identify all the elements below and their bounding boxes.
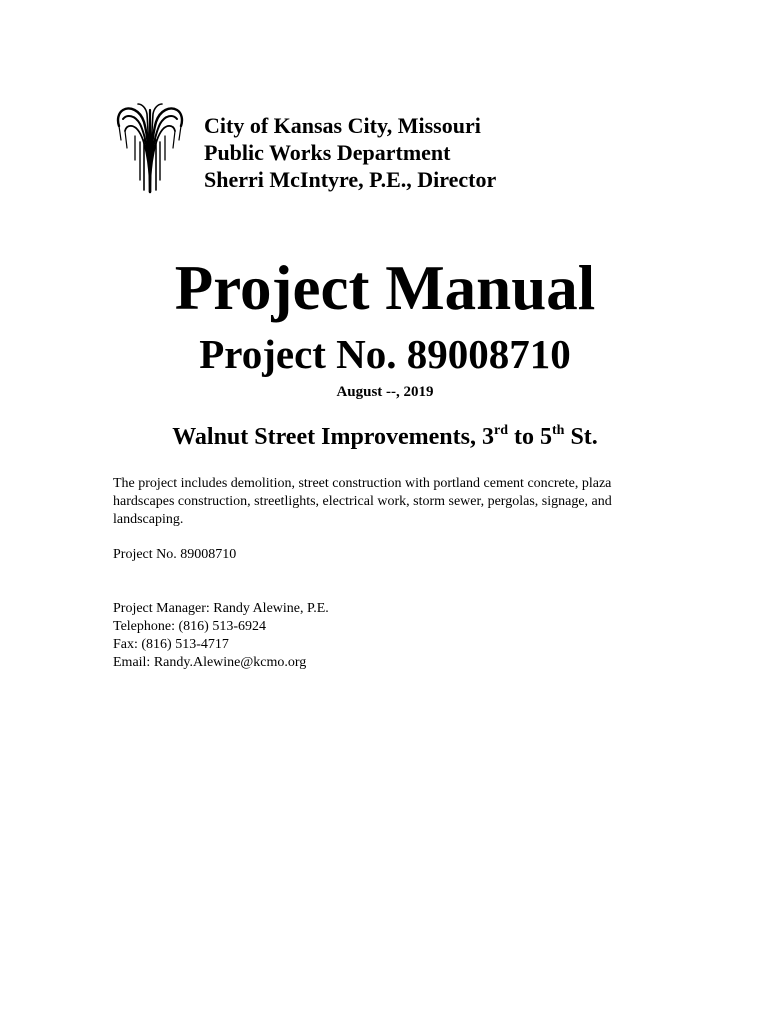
project-number-line: Project No. 89008710 <box>113 547 237 562</box>
city-name: City of Kansas City, Missouri <box>204 113 481 138</box>
department-name: Public Works Department <box>204 140 451 165</box>
project-description: The project includes demolition, street construction with portland cement concrete, plaza hardscapes construction, streetlights, electrical work, storm sewer, pergolas, signage, and landscaping. <box>113 476 612 527</box>
document-title: Project Manual <box>174 253 596 323</box>
subtitle-suffix: St. <box>564 424 598 450</box>
subtitle-sup-rd: rd <box>493 423 508 438</box>
email: Email: Randy.Alewine@kcmo.org <box>113 655 307 670</box>
contact-block <box>113 600 329 672</box>
project-number-heading: Project No. 89008710 <box>199 331 571 377</box>
project-manager: Project Manager: Randy Alewine, P.E. <box>113 601 329 616</box>
subtitle-prefix: Walnut Street Improvements, 3 <box>172 424 494 450</box>
telephone: Telephone: (816) 513-6924 <box>113 619 266 634</box>
project-subtitle <box>0 420 770 454</box>
document-date: August --, 2019 <box>336 384 434 400</box>
subtitle-middle: to 5 <box>507 424 552 450</box>
fax: Fax: (816) 513-4717 <box>113 637 229 652</box>
fountain-logo-icon <box>114 100 186 196</box>
subtitle-sup-th: th <box>551 423 565 438</box>
department-header <box>204 112 496 193</box>
director-name: Sherri McIntyre, P.E., Director <box>204 167 497 192</box>
